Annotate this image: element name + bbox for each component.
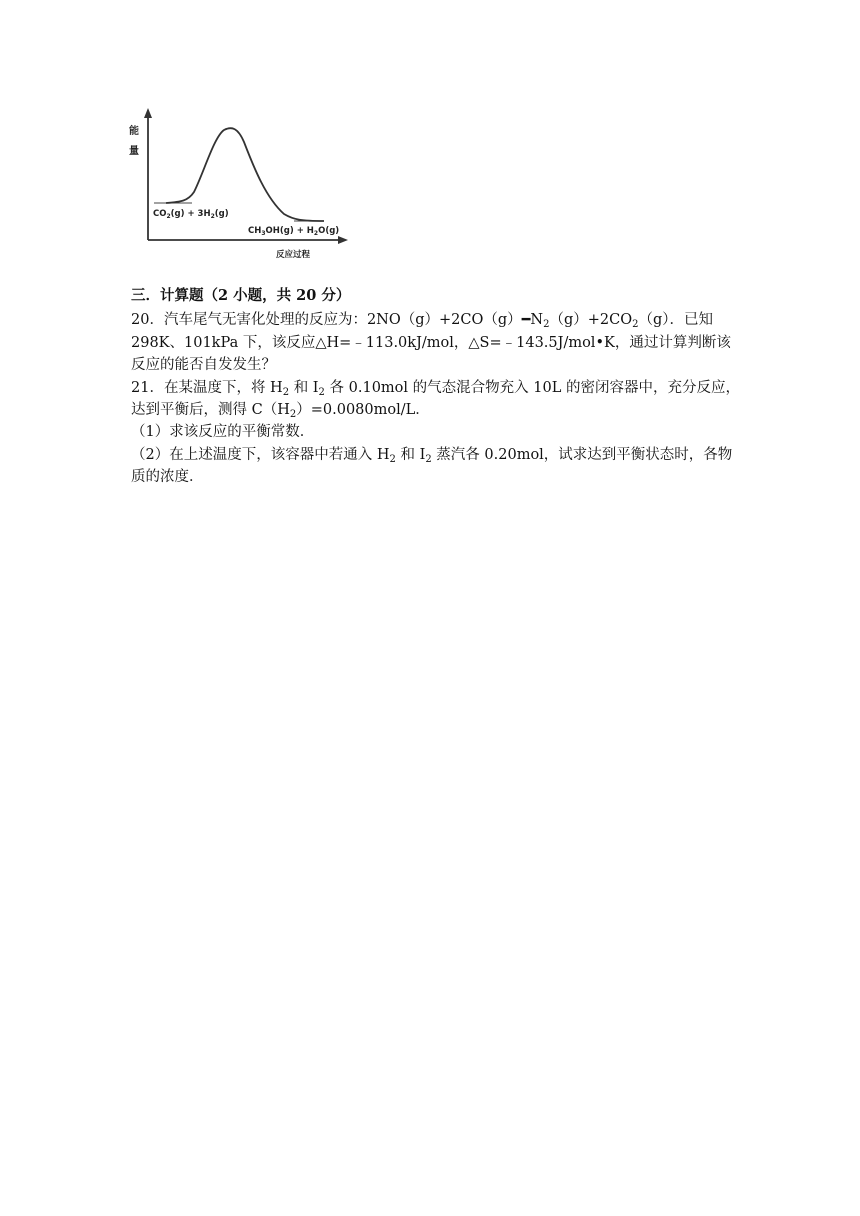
product-label: $CH_3OH(g) + H_2O(g)$ <box>248 226 340 237</box>
energy-diagram <box>126 102 358 264</box>
energy-diagram-svg <box>126 102 358 264</box>
question-text-block <box>131 285 741 489</box>
question-21-part-2: （2）在上述温度下，该容器中若通入 $H_2$ 和 $I_2$ 蒸汽各 0.20mol，试求达到平衡状态时，各物质的浓度． <box>131 446 733 486</box>
question-21: 21．在某温度下，将 $H_2$ 和 $I_2$ 各 0.10mol 的气态混合物充入 10L 的密闭容器中，充分反应，达到平衡后，测得 $C(H_2)=0.0080mol/L$． <box>131 379 740 421</box>
question-20: 20．汽车尾气无害化处理的反应为：$2NO(g)+2CO(g)━N_2(g)+2CO_2(g)$．已知 298K、101kPa 下，该反应△H=﹣113.0kJ/mol，△S=﹣143.5J/mol•K，通过计算判断该反应的能否自发发生？ <box>131 312 731 374</box>
y-axis-label-1: 能 <box>129 126 139 137</box>
x-axis-arrow <box>338 236 348 244</box>
energy-curve <box>166 128 324 221</box>
section-title: 三．计算题（2 小题，共 20 分） <box>131 287 351 304</box>
x-axis-label: 反应过程 <box>276 250 311 260</box>
y-axis-arrow <box>144 108 152 118</box>
y-axis-label-2: 量 <box>129 146 139 157</box>
reactant-label: $CO_2(g) + 3H_2(g)$ <box>153 209 229 220</box>
question-21-part-1: （1）求该反应的平衡常数． <box>131 424 315 441</box>
